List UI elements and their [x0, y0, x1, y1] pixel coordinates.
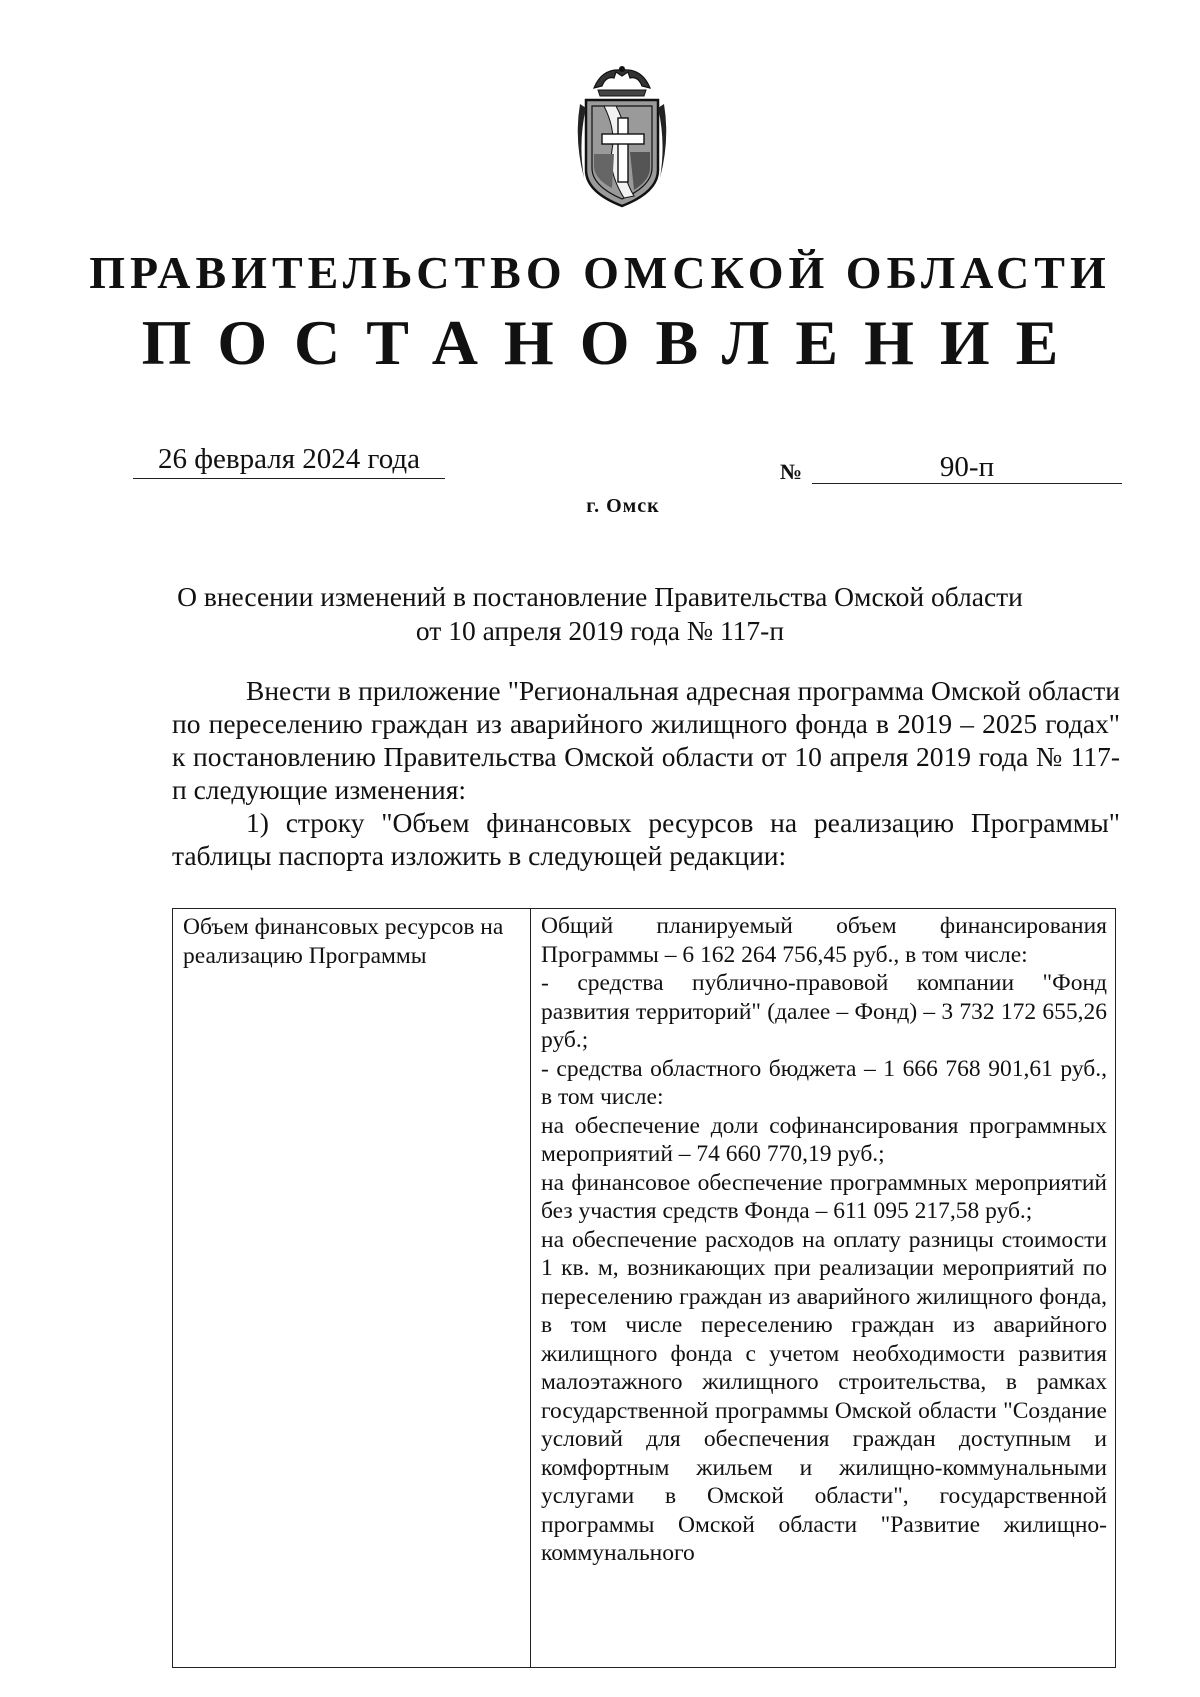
table-content-line: - средства областного бюджета – 1 666 768 901,61 руб., в том числе: [541, 1055, 1107, 1110]
document-subject [150, 580, 1050, 648]
amendment-table [172, 908, 1116, 1668]
body-paragraph-2: 1) строку "Объем финансовых ресурсов на реализацию Программы" таблицы паспорта изложить в следующей редакции: [172, 807, 1120, 871]
subject-line-2: от 10 апреля 2019 года № 117-п [415, 615, 785, 646]
table-row-content [531, 909, 1115, 1667]
document-city: г. Омск [586, 495, 660, 517]
number-sign: № [780, 459, 803, 484]
document-type-title: ПОСТАНОВЛЕНИЕ [141, 307, 1085, 378]
table-row-label: Объем финансовых ресурсов на реализацию Программы [173, 909, 531, 1667]
table-content-line: - средства публично-правовой компании "Фонд развития территорий" (далее – Фонд) – 3 732 172 655,26 руб.; [541, 970, 1107, 1053]
document-body [172, 674, 1120, 872]
table-content-line: на обеспечение расходов на оплату разницы стоимости 1 кв. м, возникающих при реализации мероприятий по переселению граждан из аварийного жилищного фонда, в том числе переселению граждан из аварийного жилищного фонда с учетом необходимости развития малоэтажного жилищного строительства, в рамках государственной программы Омской области "Создание условий для обеспечения граждан доступным и комфортным жильем и жилищно-коммунальными услугами в Омской области", государственной программы Омской области "Развитие жилищно-коммунального [541, 1226, 1107, 1566]
document-number: 90-п [812, 451, 1122, 484]
organization-title: ПРАВИТЕЛЬСТВО ОМСКОЙ ОБЛАСТИ [89, 247, 1111, 298]
body-paragraph-1: Внести в приложение "Региональная адресная программа Омской области по переселению граждан из аварийного жилищного фонда в 2019 – 2025 годах" к постановлению Правительства Омской области от 10 апреля 2019 года № 117-п следующие изменения: [172, 675, 1120, 805]
document-date: 26 февраля 2024 года [133, 441, 445, 479]
table-content-line: на финансовое обеспечение программных мероприятий без участия средств Фонда – 611 095 217,58 руб.; [541, 1169, 1107, 1224]
omsk-region-coat-of-arms-icon [572, 60, 672, 210]
table-content-line: Общий планируемый объем финансирования Программы – 6 162 264 756,45 руб., в том числе: [541, 913, 1107, 968]
table-content-line: на обеспечение доли софинансирования программных мероприятий – 74 660 770,19 руб.; [541, 1112, 1107, 1167]
subject-line-1: О внесении изменений в постановление Правительства Омской области [177, 581, 1023, 612]
